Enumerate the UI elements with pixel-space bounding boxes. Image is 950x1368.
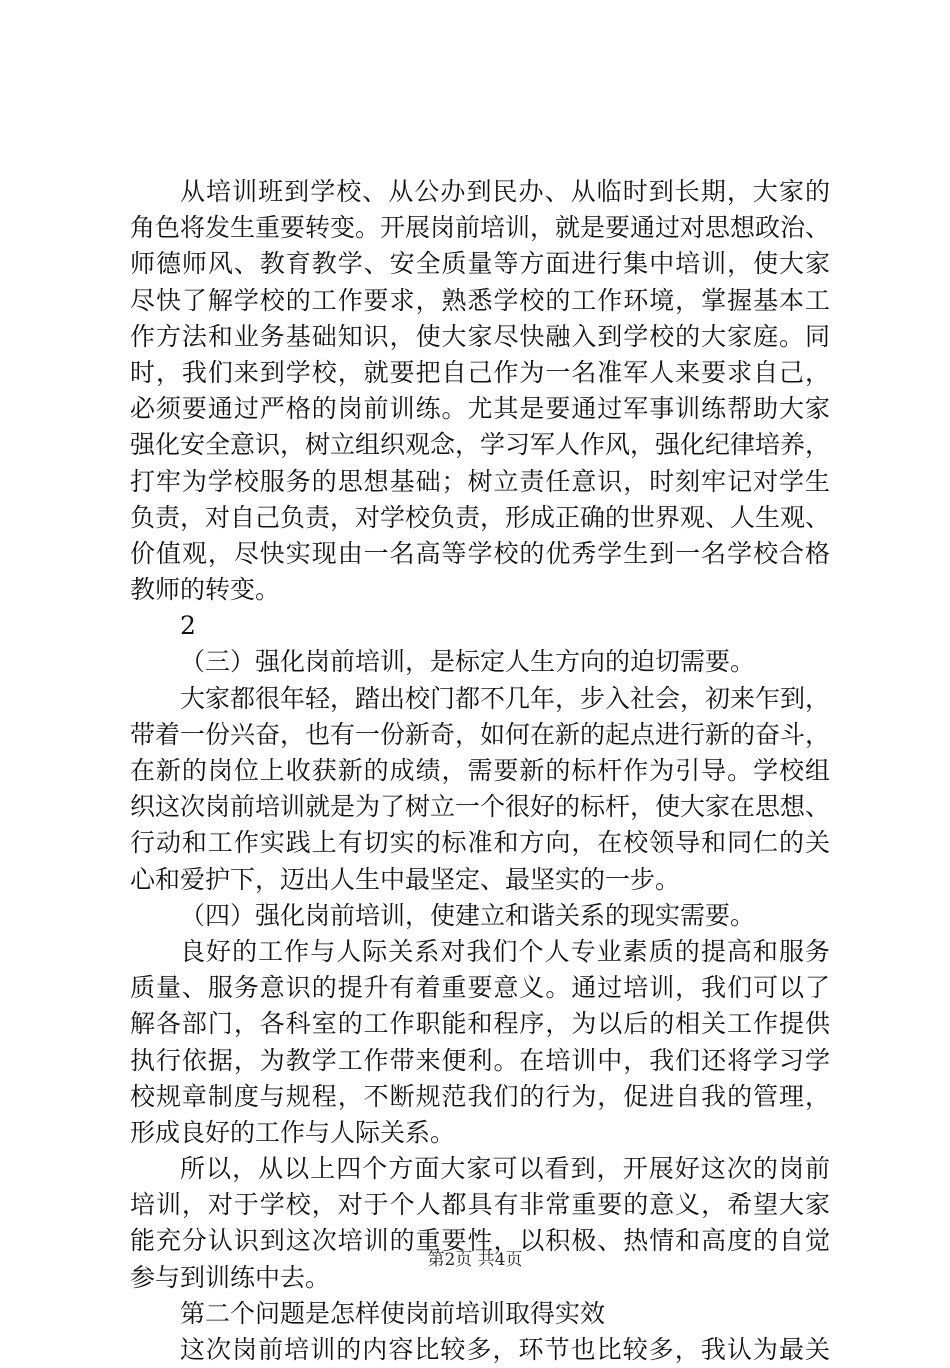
text-line: 2 [180, 611, 196, 641]
text-line: 打牢为学校服务的思想基础；树立责任意识，时刻牢记对学生 [130, 466, 830, 496]
text-line: 第二个问题是怎样使岗前培训取得实效 [180, 1298, 606, 1328]
text-line: 从培训班到学校、从公办到民办、从临时到长期，大家的 [180, 177, 830, 206]
text-line: 行动和工作实践上有切实的标准和方向，在校领导和同仁的关 [130, 828, 830, 858]
text-line: 负责，对自己负责，对学校负责，形成正确的世界观、人生观、 [130, 502, 831, 532]
text-line: 织这次岗前培训就是为了树立一个很好的标杆，使大家在思想、 [130, 792, 831, 822]
text-line: 校规章制度与规程，不断规范我们的行为，促进自我的管理， [130, 1081, 830, 1111]
text-line: 培训，对于学校，对于个人都具有非常重要的意义，希望大家 [130, 1190, 830, 1220]
text-line: 角色将发生重要转变。开展岗前培训，就是要通过对思想政治、 [130, 213, 831, 243]
text-line: 带着一份兴奋，也有一份新奇，如何在新的起点进行新的奋斗， [130, 719, 831, 749]
text-line: （四）强化岗前培训，使建立和谐关系的现实需要。 [180, 900, 756, 930]
text-line: 价值观，尽快实现由一名高等学校的优秀学生到一名学校合格 [130, 538, 830, 568]
text-line: 必须要通过严格的岗前训练。尤其是要通过军事训练帮助大家 [130, 394, 830, 424]
text-line: 时，我们来到学校，就要把自己作为一名准军人来要求自己， [130, 357, 830, 387]
text-line: 这次岗前培训的内容比较多，环节也比较多，我认为最关 [180, 1335, 830, 1364]
text-line: 形成良好的工作与人际关系。 [130, 1117, 456, 1147]
text-line: 解各部门，各科室的工作职能和程序，为以后的相关工作提供 [130, 1009, 830, 1039]
text-line: （三）强化岗前培训，是标定人生方向的迫切需要。 [180, 647, 756, 677]
text-line: 质量、服务意识的提升有着重要意义。通过培训，我们可以了 [130, 973, 830, 1003]
text-line: 能充分认识到这次培训的重要性，以积极、热情和高度的自觉 [130, 1226, 830, 1256]
text-line: 良好的工作与人际关系对我们个人专业素质的提高和服务 [180, 936, 830, 966]
text-line: 教师的转变。 [130, 575, 281, 605]
text-line: 作方法和业务基础知识，使大家尽快融入到学校的大家庭。同 [130, 321, 830, 351]
text-line: 强化安全意识，树立组织观念，学习军人作风，强化纪律培养， [130, 430, 831, 460]
text-line: 心和爱护下，迈出人生中最坚定、最坚实的一步。 [130, 864, 681, 894]
text-line: 执行依据，为教学工作带来便利。在培训中，我们还将学习学 [130, 1045, 830, 1075]
text-line: 在新的岗位上收获新的成绩，需要新的标杆作为引导。学校组 [130, 756, 830, 785]
text-line: 所以，从以上四个方面大家可以看到，开展好这次的岗前 [180, 1154, 830, 1184]
text-line: 师德师风、教育教学、安全质量等方面进行集中培训，使大家 [130, 249, 830, 279]
document-body [130, 174, 830, 1368]
text-line: 大家都很年轻，踏出校门都不几年，步入社会，初来乍到， [180, 683, 831, 713]
page-footer: 第2页 共4页 [427, 1250, 523, 1270]
text-line: 参与到训练中去。 [130, 1262, 331, 1292]
text-line: 尽快了解学校的工作要求，熟悉学校的工作环境，掌握基本工 [130, 285, 830, 315]
